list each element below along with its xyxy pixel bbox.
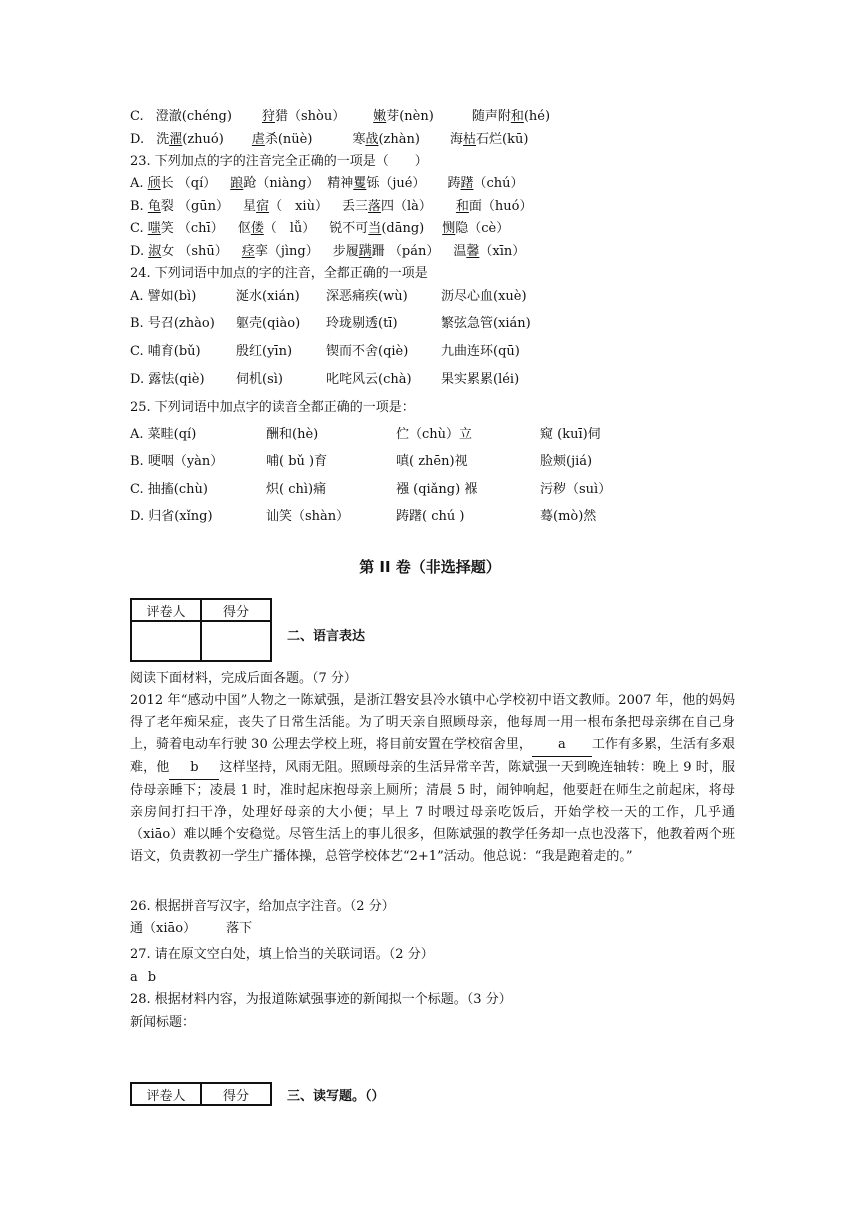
underlined-char: 矍 bbox=[353, 176, 367, 191]
underlined-char: 偻 bbox=[250, 221, 264, 236]
word-part: (zhàn) bbox=[378, 132, 420, 147]
word-part: 长 （qí） bbox=[160, 176, 217, 191]
underlined-char: 踉 bbox=[230, 176, 244, 191]
word-part: 海 bbox=[449, 132, 463, 147]
underlined-char: 颀 bbox=[147, 176, 161, 191]
word-part: （ xiù） bbox=[269, 199, 328, 214]
q25-b-2: 哺( bǔ )育 bbox=[266, 454, 328, 469]
score-table bbox=[130, 598, 272, 662]
part-2-title: 第 II 卷（非选择题） bbox=[359, 558, 501, 576]
q25-c-4: 污秽（suì） bbox=[540, 482, 612, 497]
word-part: 铄（jué） bbox=[366, 176, 426, 191]
underlined-char: 淑 bbox=[148, 244, 162, 259]
q24-a-1: A. 譬如(bì) bbox=[130, 289, 197, 304]
underlined-char: 落 bbox=[367, 199, 381, 214]
underlined-char: 躇 bbox=[460, 176, 474, 191]
underlined-char: 蹒 bbox=[358, 244, 372, 259]
q25-a-3: 伫（chù）立 bbox=[396, 427, 473, 442]
q23-option-b bbox=[130, 196, 533, 218]
word-part: 跚 （pán） bbox=[371, 244, 440, 259]
word-part: 寒 bbox=[352, 132, 366, 147]
score-cell[interactable] bbox=[201, 621, 271, 661]
word-part: 裂 （gūn） bbox=[160, 199, 230, 214]
q25-stem: 25. 下列词语中加点字的读音全都正确的一项是： bbox=[130, 400, 415, 415]
q23-stem: 23. 下列加点的字的注音完全正确的一项是（ ） bbox=[130, 154, 428, 169]
q25-c-3: 襁 (qiǎng) 褓 bbox=[396, 482, 478, 497]
q23-option-d bbox=[130, 241, 525, 263]
word-part: 步履 bbox=[332, 244, 359, 259]
word-part: （ lǚ） bbox=[263, 221, 316, 236]
underlined-char: 宿 bbox=[256, 199, 270, 214]
underlined-char: 和 bbox=[455, 199, 469, 214]
word-part: (zhuó) bbox=[182, 132, 224, 147]
word-part: 隐（cè） bbox=[455, 221, 510, 236]
section-2-heading: 二、语言表达 bbox=[287, 629, 366, 644]
q24-c-1: C. 哺育(bǔ) bbox=[130, 344, 201, 359]
q24-d-4: 果实累累(léi) bbox=[441, 372, 520, 387]
word-part: 芽(nèn) bbox=[386, 109, 434, 124]
option-letter: A. bbox=[130, 176, 148, 191]
score-table-2 bbox=[130, 1082, 272, 1106]
option-letter: C. bbox=[130, 221, 148, 236]
q25-d-3: 踌躇( chú ) bbox=[396, 509, 465, 524]
word-part: 跄（niàng） bbox=[243, 176, 320, 191]
q26-items bbox=[130, 918, 252, 940]
word-part: 澈(chéng) bbox=[168, 109, 232, 124]
underlined-char: 枯 bbox=[463, 132, 477, 147]
word-part: 杀(nüè) bbox=[264, 132, 313, 147]
q24-b-3: 玲珑剔透(tī) bbox=[326, 316, 398, 331]
q28-stem: 28. 根据材料内容，为报道陈斌强事迹的新闻拟一个标题。（3 分） bbox=[130, 992, 512, 1007]
word-part: (hé) bbox=[523, 109, 551, 124]
word-part: 石烂(kū) bbox=[476, 132, 529, 147]
section-3-heading: 三、读写题。（） bbox=[287, 1089, 385, 1104]
reviewer-cell[interactable] bbox=[131, 621, 201, 661]
word-part: （chú） bbox=[473, 176, 524, 191]
q24-c-2: 殷红(yīn) bbox=[236, 344, 293, 359]
q27-stem: 27. 请在原文空白处，填上恰当的关联词语。（2 分） bbox=[130, 947, 434, 962]
q26-stem: 26. 根据拼音写汉字，给加点字注音。（2 分） bbox=[130, 899, 395, 914]
word-part: 锐不可 bbox=[329, 221, 369, 236]
q24-d-2: 伺机(sì) bbox=[236, 372, 283, 387]
underlined-char: 和 bbox=[510, 109, 524, 124]
q24-a-3: 深恶痛疾(wù) bbox=[326, 289, 408, 304]
q26-item: 通（xiāo） bbox=[130, 921, 197, 936]
underlined-char: 战 bbox=[365, 132, 379, 147]
underlined-char: 痉 bbox=[241, 244, 255, 259]
q28-label: 新闻标题： bbox=[130, 1015, 196, 1030]
word-part: 星 bbox=[243, 199, 257, 214]
q27-item: b bbox=[147, 970, 157, 985]
q27-items bbox=[130, 967, 156, 989]
q26-item: 落下 bbox=[226, 921, 253, 936]
word-part: 澄 bbox=[155, 109, 169, 124]
q24-a-4: 沥尽心血(xuè) bbox=[441, 289, 527, 304]
reviewer-header: 评卷人 bbox=[131, 1083, 201, 1105]
option-letter: B. bbox=[130, 199, 148, 214]
word-part: 伛 bbox=[237, 221, 251, 236]
word-part: 踌 bbox=[447, 176, 461, 191]
word-part: 随声附 bbox=[471, 109, 511, 124]
q24-c-4: 九曲连环(qū) bbox=[441, 344, 520, 359]
q25-b-3: 嗔( zhēn)视 bbox=[396, 454, 468, 469]
word-part: 猎（shòu） bbox=[274, 109, 346, 124]
q23-option-c bbox=[130, 218, 509, 240]
q24-d-3: 叱咤风云(chà) bbox=[326, 372, 412, 387]
q25-a-4: 窥 (kuī)伺 bbox=[540, 427, 601, 442]
underlined-char: 嗤 bbox=[147, 221, 161, 236]
word-part: 女 （shū） bbox=[161, 244, 228, 259]
q27-item: a bbox=[130, 970, 138, 985]
score-header: 得分 bbox=[201, 599, 271, 621]
underlined-char: 嫩 bbox=[373, 109, 387, 124]
q24-b-1: B. 号召(zhào) bbox=[130, 316, 215, 331]
q24-d-1: D. 露怯(qiè) bbox=[130, 372, 205, 387]
q23-option-a bbox=[130, 173, 524, 195]
underlined-char: 虐 bbox=[251, 132, 265, 147]
q25-b-1: B. 哽咽（yàn） bbox=[130, 454, 224, 469]
word-part: 笑 （chī） bbox=[160, 221, 224, 236]
q25-c-1: C. 抽搐(chù) bbox=[130, 482, 208, 497]
word-part: 精神 bbox=[327, 176, 354, 191]
reading-instruction: 阅读下面材料，完成后面各题。（7 分） bbox=[130, 671, 357, 686]
word-part: 挛（jìng） bbox=[254, 244, 319, 259]
q22-option-c bbox=[130, 106, 550, 128]
score-header: 得分 bbox=[201, 1083, 271, 1105]
underlined-char: 馨 bbox=[466, 244, 480, 259]
option-letter: D. bbox=[130, 244, 149, 259]
word-part: 温 bbox=[453, 244, 467, 259]
q25-b-4: 脸颊(jiá) bbox=[540, 454, 593, 469]
reading-passage bbox=[130, 690, 735, 868]
passage-text: 2012 年“感动中国”人物之一陈斌强，是浙江磐安县冷水镇中心学校初中语文教师。2007 年，他的妈妈得了老年痴呆症，丧失了日常生活能。为了明天亲自照顾母亲，他每周一用一根布条把母亲绑在自己身上，骑着电动车行驶 30 公理去学校上班，将目前安置在学校宿舍里， bbox=[130, 693, 735, 752]
q24-a-2: 涎水(xián) bbox=[236, 289, 300, 304]
underlined-char: 龟 bbox=[147, 199, 161, 214]
option-letter: C. bbox=[130, 109, 148, 124]
word-part: 洗 bbox=[156, 132, 170, 147]
q24-stem: 24. 下列词语中加点的字的注音，全都正确的一项是 bbox=[130, 266, 428, 281]
underlined-char: 狩 bbox=[261, 109, 275, 124]
underlined-char: 恻 bbox=[442, 221, 456, 236]
passage-text: 这样坚持，风雨无阻。照顾母亲的生活异常辛苦，陈斌强一天到晚连轴转：晚上 9 时，服侍母亲睡下；凌晨 1 时，准时起床抱母亲上厕所；清晨 5 时，闹钟响起，他要赶在师生之前起床，将母亲房间打扫干净，处理好母亲的大小便；早上 7 时喂过母亲吃饭后，开始学校一天的工作，几乎通（xiāo）难以睡个安稳觉。尽管生活上的事儿很多，但陈斌强的教学任务却一点也没落下，他教着两个班语文，负责教初一学生广播体操，总管学校体艺“2+1”活动。他总说：“我是跑着走的。” bbox=[130, 760, 735, 864]
reviewer-header: 评卷人 bbox=[131, 599, 201, 621]
word-part: 丢三 bbox=[341, 199, 368, 214]
option-letter: D. bbox=[130, 132, 149, 147]
q25-a-2: 酬和(hè) bbox=[266, 427, 319, 442]
word-part: (dāng) bbox=[381, 221, 425, 236]
q24-b-2: 躯壳(qiào) bbox=[236, 316, 301, 331]
q25-d-2: 讪笑（shàn） bbox=[266, 509, 350, 524]
word-part: 面（huó） bbox=[468, 199, 533, 214]
blank-a[interactable]: a bbox=[532, 734, 592, 757]
blank-b[interactable]: b bbox=[169, 757, 219, 780]
underlined-char: 濯 bbox=[169, 132, 183, 147]
q24-c-3: 锲而不舍(qiè) bbox=[326, 344, 409, 359]
underlined-char: 当 bbox=[368, 221, 382, 236]
passage-text: 工作有多累，生活有多艰难，他 bbox=[130, 737, 735, 775]
q25-a-1: A. 菜畦(qí) bbox=[130, 427, 197, 442]
q25-d-1: D. 归省(xǐng) bbox=[130, 509, 213, 524]
word-part: （xīn） bbox=[479, 244, 526, 259]
word-part: 四（là） bbox=[380, 199, 432, 214]
q25-c-2: 炽( chì)痛 bbox=[266, 482, 327, 497]
q25-d-4: 蓦(mò)然 bbox=[540, 509, 597, 524]
q24-b-4: 繁弦急管(xián) bbox=[441, 316, 531, 331]
q22-option-d bbox=[130, 129, 528, 151]
